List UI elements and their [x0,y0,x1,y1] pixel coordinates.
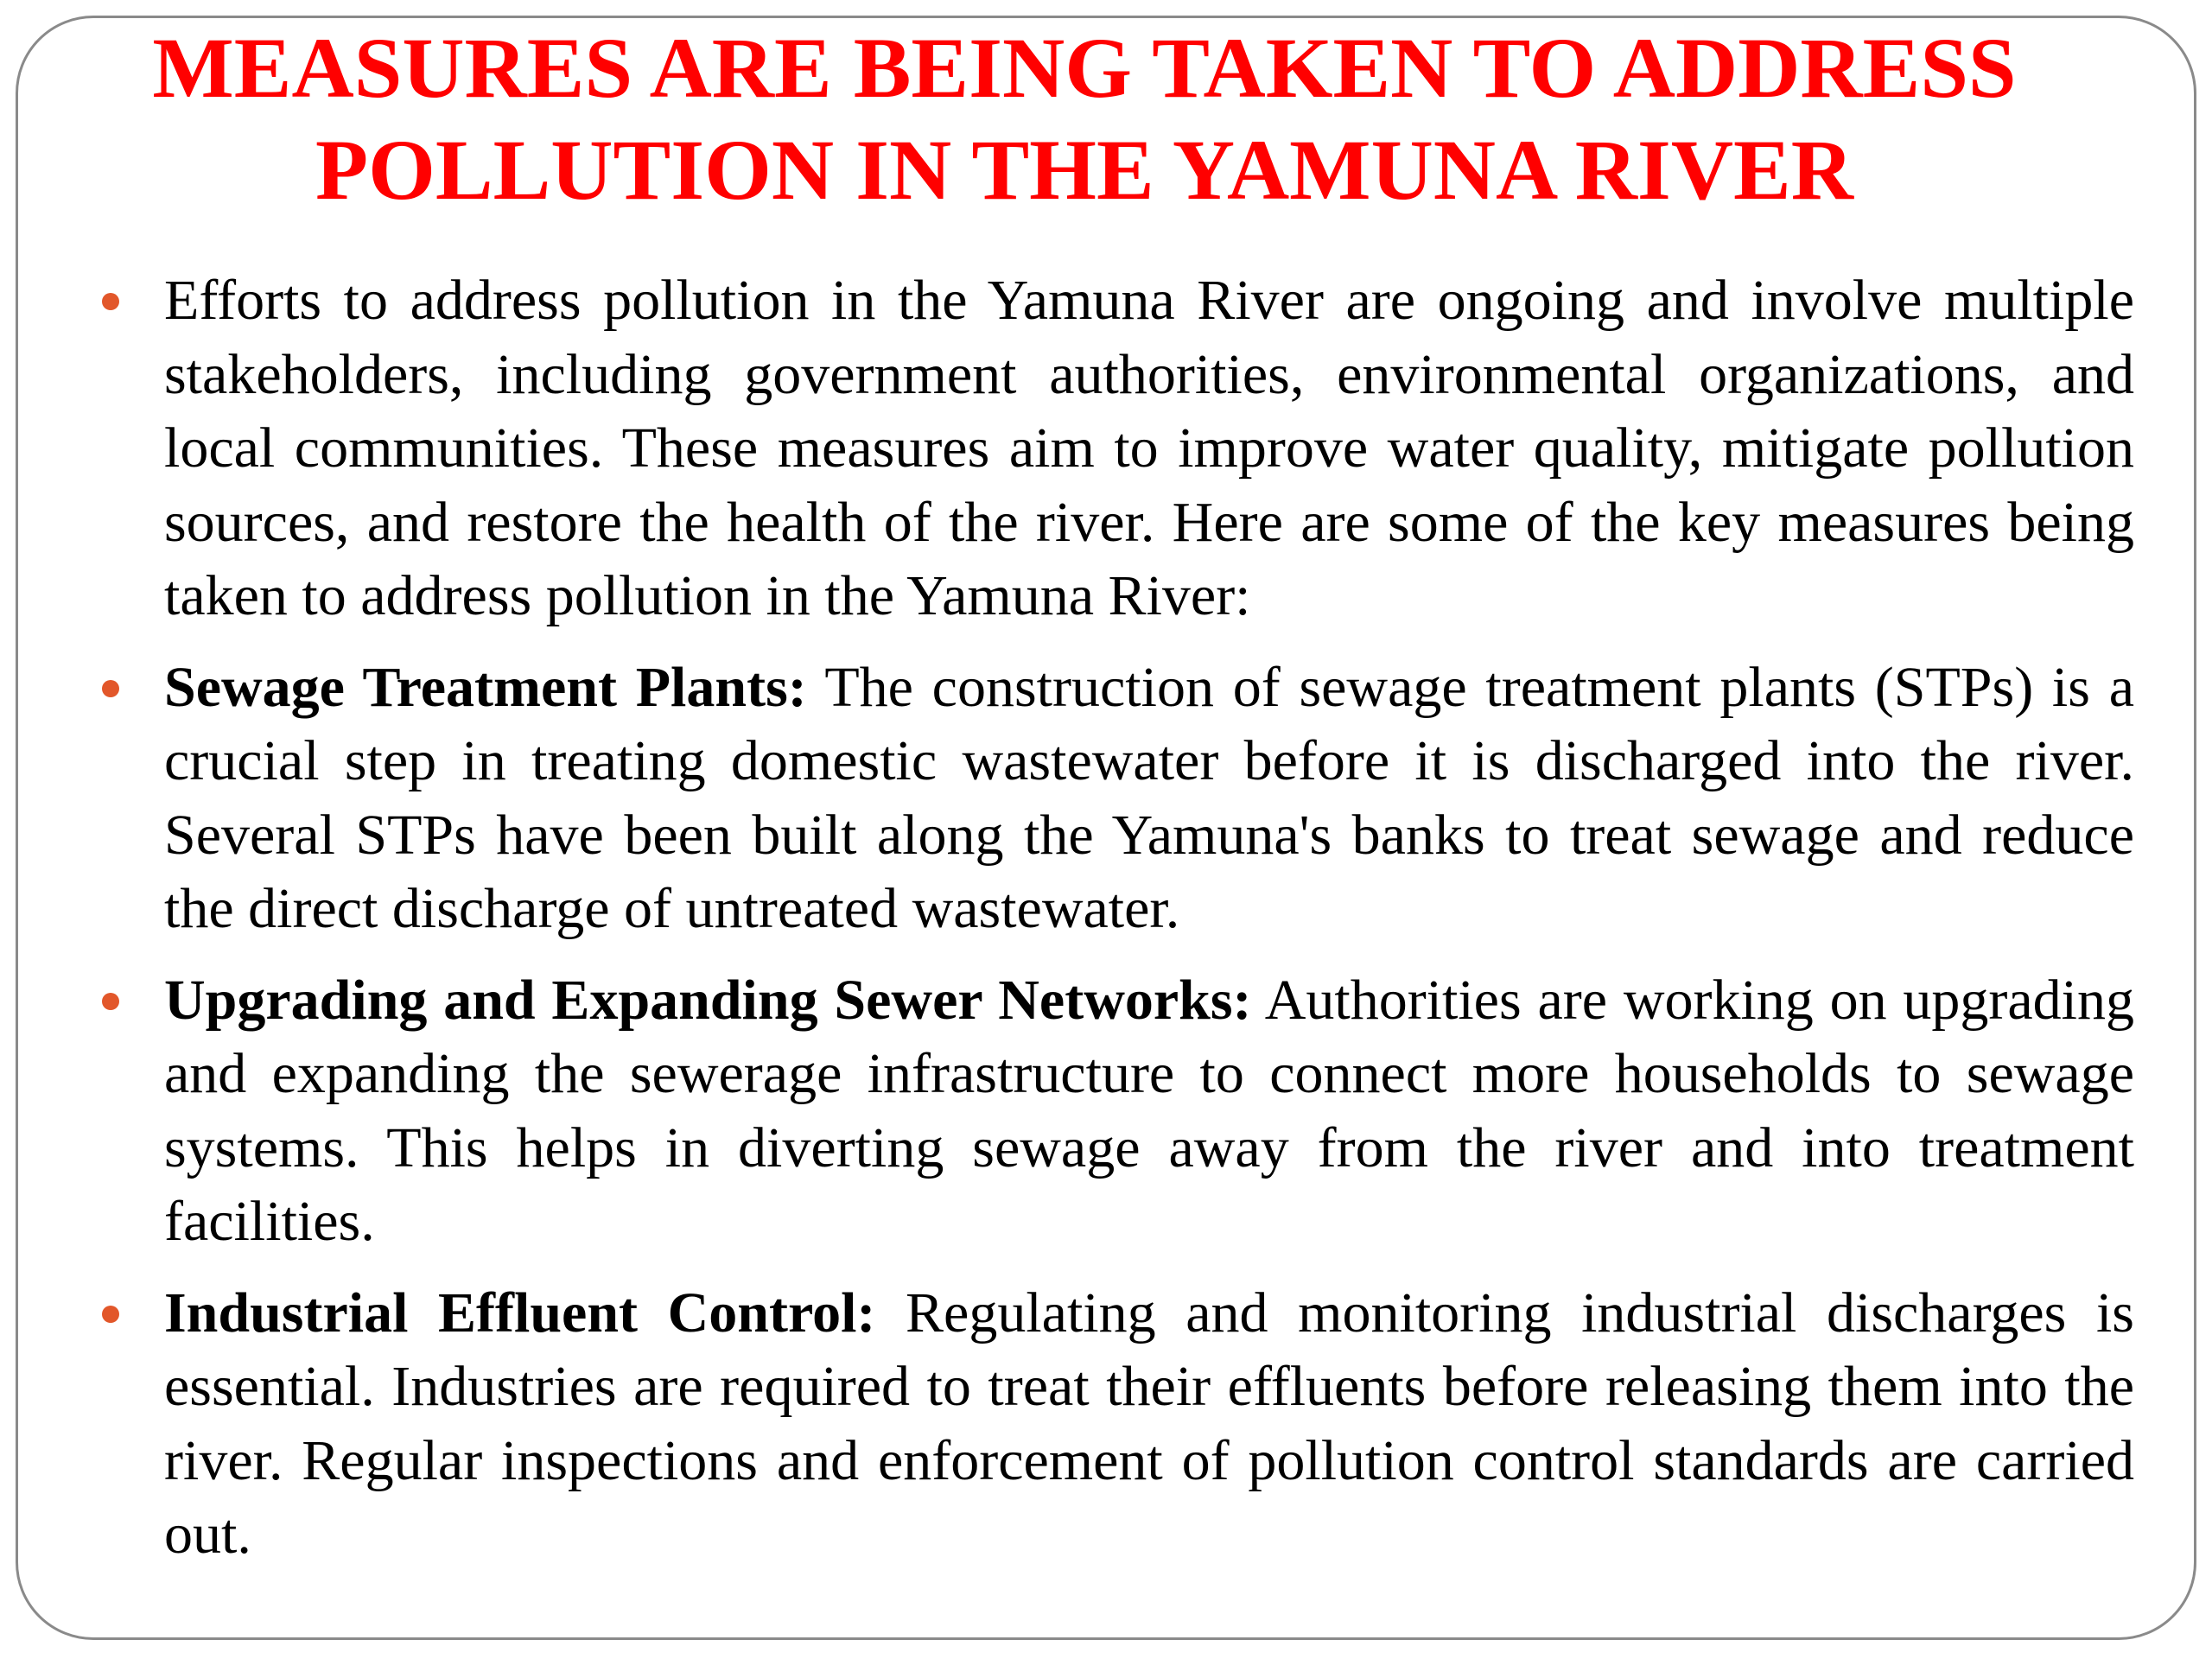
bullet-dot-icon [102,1306,119,1323]
bullet-text: Authorities are working on upgrading and expanding the sewerage infrastructure to connect more households to sewage systems. This helps in diverting sewage away from the river and into treatment facilities. [164,968,2135,1253]
bullet-text: The construction of sewage treatment plants (STPs) is a crucial step in treating domestic wastewater before it is discharged into the river. Several STPs have been built along the Yamuna's banks to treat sewage and reduce the direct discharge of untreated wastewater. [164,655,2135,940]
bullet-item-industrial-effluent-control [95,1276,2134,1572]
bullet-heading: Upgrading and Expanding Sewer Networks: [164,968,1252,1032]
bullet-heading: Sewage Treatment Plants: [164,655,807,719]
slide-title-line-2: POLLUTION IN THE YAMUNA RIVER [315,122,1853,218]
slide-title-line-1: MEASURES ARE BEING TAKEN TO ADDRESS [152,20,2017,116]
bullet-dot-icon [102,293,119,310]
bullet-dot-icon [102,680,119,697]
bullet-text: Efforts to address pollution in the Yamuna River are ongoing and involve multiple stakeholders, including government authorities, environmental organizations, and local communities. These measures aim to improve water quality, mitigate pollution sources, and restore the health of the river. Here are some of the key measures being taken to address pollution in the Yamuna River: [164,269,2134,627]
bullet-list [95,264,2134,1589]
bullet-item-sewer-networks [95,963,2134,1259]
bullet-text: Regulating and monitoring industrial discharges is essential. Industries are required to treat their effluents before releasing them into the river. Regular inspections and enforcement of pollution control standards are carried out. [164,1281,2134,1566]
bullet-heading: Industrial Effluent Control: [164,1281,876,1344]
bullet-item-sewage-treatment-plants [95,651,2134,946]
bullet-dot-icon [102,993,119,1010]
slide-title [86,17,2082,221]
bullet-item-intro [95,264,2134,633]
